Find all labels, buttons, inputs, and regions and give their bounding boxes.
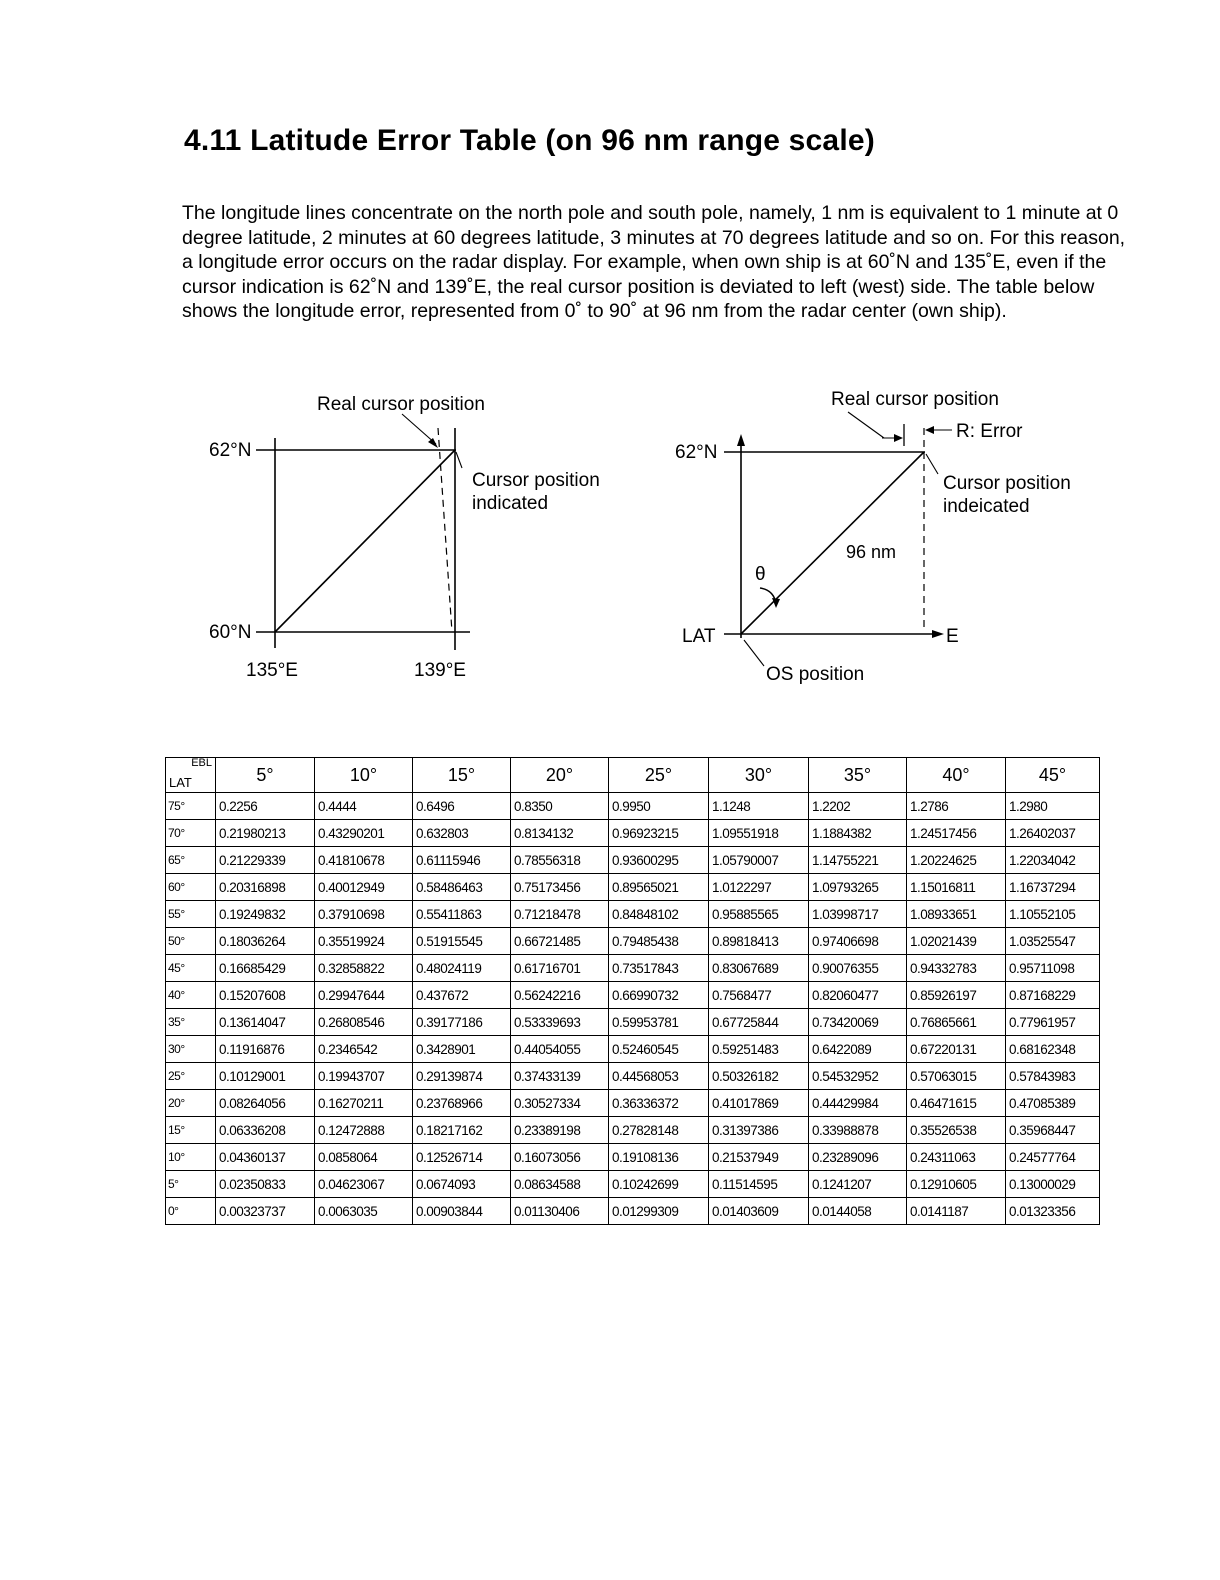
table-row bbox=[166, 982, 1100, 1009]
error-label: R: Error bbox=[956, 421, 1023, 442]
error-value-cell: 0.67220131 bbox=[907, 1036, 1006, 1063]
error-value-cell: 0.21980213 bbox=[216, 820, 315, 847]
error-value-cell: 0.04360137 bbox=[216, 1144, 315, 1171]
row-latitude: 0° bbox=[166, 1198, 216, 1225]
error-value-cell: 0.35526538 bbox=[907, 1117, 1006, 1144]
error-value-cell: 0.43290201 bbox=[315, 820, 413, 847]
error-value-cell: 0.44429984 bbox=[809, 1090, 907, 1117]
lat-header-label: LAT bbox=[169, 775, 192, 790]
cursor-indicated-line2: indeicated bbox=[943, 496, 1030, 517]
error-value-cell: 0.10242699 bbox=[609, 1171, 709, 1198]
error-value-cell: 0.35519924 bbox=[315, 928, 413, 955]
real-cursor-label: Real cursor position bbox=[317, 394, 485, 415]
cursor-indicated-line1: Cursor position bbox=[472, 470, 600, 491]
error-value-cell: 0.59953781 bbox=[609, 1009, 709, 1036]
table-row bbox=[166, 955, 1100, 982]
row-latitude: 5° bbox=[166, 1171, 216, 1198]
error-value-cell: 0.96923215 bbox=[609, 820, 709, 847]
east-label: E bbox=[946, 626, 959, 647]
row-latitude: 45° bbox=[166, 955, 216, 982]
error-value-cell: 0.73420069 bbox=[809, 1009, 907, 1036]
error-value-cell: 0.04623067 bbox=[315, 1171, 413, 1198]
column-header: 10° bbox=[315, 758, 413, 793]
error-value-cell: 0.84848102 bbox=[609, 901, 709, 928]
error-value-cell: 0.02350833 bbox=[216, 1171, 315, 1198]
error-value-cell: 0.19249832 bbox=[216, 901, 315, 928]
intro-paragraph: The longitude lines concentrate on the north pole and south pole, namely, 1 nm is equivalent to 1 minute at 0 degree latitude, 2 minutes at 60 degrees latitude, 3 minutes at 70 degrees latitude and so on. For this reason, a longitude error occurs on the radar display. For example, when own ship is at 60˚N and 135˚E, even if the cursor indication is 62˚N and 139˚E, the real cursor position is deviated to left (west) side. The table below shows the longitude error, represented from 0˚ to 90˚ at 96 nm from the radar center (own ship). bbox=[182, 202, 1126, 322]
error-value-cell: 0.632803 bbox=[413, 820, 511, 847]
error-value-cell: 0.90076355 bbox=[809, 955, 907, 982]
error-value-cell: 0.35968447 bbox=[1006, 1117, 1100, 1144]
error-value-cell: 0.0858064 bbox=[315, 1144, 413, 1171]
error-value-cell: 0.12910605 bbox=[907, 1171, 1006, 1198]
error-value-cell: 0.06336208 bbox=[216, 1117, 315, 1144]
error-value-cell: 1.24517456 bbox=[907, 820, 1006, 847]
error-value-cell: 0.12472888 bbox=[315, 1117, 413, 1144]
error-value-cell: 0.0144058 bbox=[809, 1198, 907, 1225]
error-value-cell: 0.47085389 bbox=[1006, 1090, 1100, 1117]
error-value-cell: 0.41017869 bbox=[709, 1090, 809, 1117]
lon-135-label: 135°E bbox=[246, 660, 298, 681]
latitude-error-table bbox=[165, 757, 1100, 1225]
error-value-cell: 0.01299309 bbox=[609, 1198, 709, 1225]
os-position-label: OS position bbox=[766, 664, 865, 685]
error-value-cell: 0.59251483 bbox=[709, 1036, 809, 1063]
error-value-cell: 0.68162348 bbox=[1006, 1036, 1100, 1063]
row-latitude: 70° bbox=[166, 820, 216, 847]
error-value-cell: 0.19943707 bbox=[315, 1063, 413, 1090]
ebl-label: EBL bbox=[191, 757, 212, 769]
page-title: 4.11 Latitude Error Table (on 96 nm range scale) bbox=[184, 124, 875, 157]
error-value-cell: 0.97406698 bbox=[809, 928, 907, 955]
error-value-cell: 0.78556318 bbox=[511, 847, 609, 874]
row-latitude: 50° bbox=[166, 928, 216, 955]
error-value-cell: 0.58486463 bbox=[413, 874, 511, 901]
error-value-cell: 0.89818413 bbox=[709, 928, 809, 955]
error-value-cell: 0.8350 bbox=[511, 793, 609, 820]
error-value-cell: 1.2202 bbox=[809, 793, 907, 820]
diagonal-line bbox=[275, 450, 455, 632]
error-value-cell: 0.0674093 bbox=[413, 1171, 511, 1198]
table-row bbox=[166, 1144, 1100, 1171]
error-value-cell: 0.7568477 bbox=[709, 982, 809, 1009]
error-value-cell: 0.11916876 bbox=[216, 1036, 315, 1063]
error-value-cell: 0.66721485 bbox=[511, 928, 609, 955]
error-value-cell: 0.71218478 bbox=[511, 901, 609, 928]
column-header: 5° bbox=[216, 758, 315, 793]
error-value-cell: 1.14755221 bbox=[809, 847, 907, 874]
row-latitude: 55° bbox=[166, 901, 216, 928]
error-value-cell: 0.75173456 bbox=[511, 874, 609, 901]
error-value-cell: 0.77961957 bbox=[1006, 1009, 1100, 1036]
error-value-cell: 0.95885565 bbox=[709, 901, 809, 928]
error-value-cell: 0.44568053 bbox=[609, 1063, 709, 1090]
error-value-cell: 0.30527334 bbox=[511, 1090, 609, 1117]
error-value-cell: 0.37910698 bbox=[315, 901, 413, 928]
real-cursor-pointer bbox=[848, 412, 884, 438]
error-value-cell: 0.00323737 bbox=[216, 1198, 315, 1225]
error-value-cell: 0.36336372 bbox=[609, 1090, 709, 1117]
error-value-cell: 1.1248 bbox=[709, 793, 809, 820]
error-value-cell: 1.20224625 bbox=[907, 847, 1006, 874]
error-value-cell: 0.24577764 bbox=[1006, 1144, 1100, 1171]
column-header: 25° bbox=[609, 758, 709, 793]
table-row bbox=[166, 1198, 1100, 1225]
error-value-cell: 0.6422089 bbox=[809, 1036, 907, 1063]
error-value-cell: 1.10552105 bbox=[1006, 901, 1100, 928]
error-value-cell: 0.00903844 bbox=[413, 1198, 511, 1225]
row-latitude: 10° bbox=[166, 1144, 216, 1171]
row-latitude: 30° bbox=[166, 1036, 216, 1063]
error-value-cell: 0.21537949 bbox=[709, 1144, 809, 1171]
row-latitude: 65° bbox=[166, 847, 216, 874]
error-value-cell: 0.20316898 bbox=[216, 874, 315, 901]
error-value-cell: 0.76865661 bbox=[907, 1009, 1006, 1036]
error-value-cell: 0.13614047 bbox=[216, 1009, 315, 1036]
error-value-cell: 1.09793265 bbox=[809, 874, 907, 901]
error-value-cell: 0.27828148 bbox=[609, 1117, 709, 1144]
column-header: 20° bbox=[511, 758, 609, 793]
east-axis-arrow bbox=[932, 630, 944, 638]
table-row bbox=[166, 1117, 1100, 1144]
error-value-cell: 0.16073056 bbox=[511, 1144, 609, 1171]
table-row bbox=[166, 1036, 1100, 1063]
error-value-cell: 0.53339693 bbox=[511, 1009, 609, 1036]
error-value-cell: 0.01130406 bbox=[511, 1198, 609, 1225]
error-value-cell: 0.56242216 bbox=[511, 982, 609, 1009]
table-row bbox=[166, 1063, 1100, 1090]
error-value-cell: 1.03525547 bbox=[1006, 928, 1100, 955]
table-row bbox=[166, 901, 1100, 928]
error-value-cell: 0.2256 bbox=[216, 793, 315, 820]
table-row bbox=[166, 1171, 1100, 1198]
row-latitude: 60° bbox=[166, 874, 216, 901]
error-value-cell: 0.40012949 bbox=[315, 874, 413, 901]
table-row bbox=[166, 793, 1100, 820]
column-header: 30° bbox=[709, 758, 809, 793]
error-value-cell: 0.16685429 bbox=[216, 955, 315, 982]
error-value-cell: 0.12526714 bbox=[413, 1144, 511, 1171]
table-row bbox=[166, 820, 1100, 847]
error-value-cell: 0.83067689 bbox=[709, 955, 809, 982]
right-diagram bbox=[670, 382, 1110, 692]
table-row bbox=[166, 1090, 1100, 1117]
error-value-cell: 0.23389198 bbox=[511, 1117, 609, 1144]
error-value-cell: 1.1884382 bbox=[809, 820, 907, 847]
table-body bbox=[166, 793, 1100, 1225]
error-value-cell: 0.6496 bbox=[413, 793, 511, 820]
error-value-cell: 0.15207608 bbox=[216, 982, 315, 1009]
left-diagram bbox=[200, 388, 620, 688]
distance-label: 96 nm bbox=[846, 542, 897, 562]
error-value-cell: 0.33988878 bbox=[809, 1117, 907, 1144]
error-arrowhead bbox=[925, 426, 934, 434]
error-value-cell: 1.16737294 bbox=[1006, 874, 1100, 901]
error-value-cell: 0.18036264 bbox=[216, 928, 315, 955]
error-value-cell: 0.21229339 bbox=[216, 847, 315, 874]
corner-cell bbox=[166, 758, 216, 793]
row-latitude: 20° bbox=[166, 1090, 216, 1117]
error-value-cell: 0.31397386 bbox=[709, 1117, 809, 1144]
error-value-cell: 0.19108136 bbox=[609, 1144, 709, 1171]
real-cursor-label: Real cursor position bbox=[831, 389, 999, 410]
arrow-head bbox=[428, 438, 438, 448]
error-value-cell: 0.32858822 bbox=[315, 955, 413, 982]
error-value-cell: 0.23289096 bbox=[809, 1144, 907, 1171]
error-value-cell: 0.01403609 bbox=[709, 1198, 809, 1225]
error-value-cell: 0.08634588 bbox=[511, 1171, 609, 1198]
error-value-cell: 0.85926197 bbox=[907, 982, 1006, 1009]
row-latitude: 40° bbox=[166, 982, 216, 1009]
row-latitude: 15° bbox=[166, 1117, 216, 1144]
table-row bbox=[166, 1009, 1100, 1036]
real-cursor-dashed-line bbox=[438, 428, 452, 632]
error-value-cell: 1.03998717 bbox=[809, 901, 907, 928]
error-value-cell: 0.52460545 bbox=[609, 1036, 709, 1063]
error-value-cell: 0.26808546 bbox=[315, 1009, 413, 1036]
error-value-cell: 0.54532952 bbox=[809, 1063, 907, 1090]
error-value-cell: 1.05790007 bbox=[709, 847, 809, 874]
table-row bbox=[166, 847, 1100, 874]
error-value-cell: 0.89565021 bbox=[609, 874, 709, 901]
error-value-cell: 0.46471615 bbox=[907, 1090, 1006, 1117]
lat-label: LAT bbox=[682, 626, 716, 647]
error-value-cell: 0.50326182 bbox=[709, 1063, 809, 1090]
table-row bbox=[166, 928, 1100, 955]
error-value-cell: 0.48024119 bbox=[413, 955, 511, 982]
error-value-cell: 0.39177186 bbox=[413, 1009, 511, 1036]
error-value-cell: 1.2786 bbox=[907, 793, 1006, 820]
row-latitude: 35° bbox=[166, 1009, 216, 1036]
error-value-cell: 0.18217162 bbox=[413, 1117, 511, 1144]
error-value-cell: 1.26402037 bbox=[1006, 820, 1100, 847]
lat-axis-arrow bbox=[737, 434, 745, 446]
error-value-cell: 0.61115946 bbox=[413, 847, 511, 874]
error-value-cell: 0.57843983 bbox=[1006, 1063, 1100, 1090]
error-value-cell: 0.61716701 bbox=[511, 955, 609, 982]
error-value-cell: 1.08933651 bbox=[907, 901, 1006, 928]
error-value-cell: 0.0063035 bbox=[315, 1198, 413, 1225]
row-latitude: 25° bbox=[166, 1063, 216, 1090]
error-value-cell: 1.22034042 bbox=[1006, 847, 1100, 874]
column-header: 15° bbox=[413, 758, 511, 793]
lat-62-label: 62°N bbox=[675, 442, 718, 463]
os-pointer bbox=[744, 640, 764, 666]
error-value-cell: 1.15016811 bbox=[907, 874, 1006, 901]
error-value-cell: 0.11514595 bbox=[709, 1171, 809, 1198]
error-value-cell: 0.66990732 bbox=[609, 982, 709, 1009]
error-value-cell: 0.3428901 bbox=[413, 1036, 511, 1063]
real-cursor-arrowhead bbox=[894, 434, 903, 442]
column-header: 40° bbox=[907, 758, 1006, 793]
error-value-cell: 0.95711098 bbox=[1006, 955, 1100, 982]
error-value-cell: 0.08264056 bbox=[216, 1090, 315, 1117]
error-value-cell: 0.10129001 bbox=[216, 1063, 315, 1090]
error-value-cell: 0.87168229 bbox=[1006, 982, 1100, 1009]
error-value-cell: 0.94332783 bbox=[907, 955, 1006, 982]
error-value-cell: 0.2346542 bbox=[315, 1036, 413, 1063]
error-value-cell: 0.0141187 bbox=[907, 1198, 1006, 1225]
error-value-cell: 0.82060477 bbox=[809, 982, 907, 1009]
distance-line bbox=[741, 452, 924, 634]
error-value-cell: 0.44054055 bbox=[511, 1036, 609, 1063]
error-value-cell: 0.437672 bbox=[413, 982, 511, 1009]
error-value-cell: 0.29947644 bbox=[315, 982, 413, 1009]
cursor-pointer bbox=[456, 452, 462, 468]
theta-label: θ bbox=[755, 564, 766, 585]
column-header: 35° bbox=[809, 758, 907, 793]
error-value-cell: 1.2980 bbox=[1006, 793, 1100, 820]
error-value-cell: 0.23768966 bbox=[413, 1090, 511, 1117]
error-value-cell: 1.09551918 bbox=[709, 820, 809, 847]
error-value-cell: 0.13000029 bbox=[1006, 1171, 1100, 1198]
error-value-cell: 0.93600295 bbox=[609, 847, 709, 874]
error-value-cell: 0.16270211 bbox=[315, 1090, 413, 1117]
lat-62-label: 62°N bbox=[209, 440, 252, 461]
error-value-cell: 0.29139874 bbox=[413, 1063, 511, 1090]
lat-60-label: 60°N bbox=[209, 622, 252, 643]
cursor-pointer bbox=[926, 454, 938, 474]
error-value-cell: 0.41810678 bbox=[315, 847, 413, 874]
cursor-indicated-line1: Cursor position bbox=[943, 473, 1071, 494]
header-row bbox=[166, 758, 1100, 793]
error-value-cell: 1.02021439 bbox=[907, 928, 1006, 955]
error-value-cell: 0.37433139 bbox=[511, 1063, 609, 1090]
error-value-cell: 0.55411863 bbox=[413, 901, 511, 928]
real-cursor-pointer bbox=[402, 414, 436, 444]
error-value-cell: 0.1241207 bbox=[809, 1171, 907, 1198]
row-latitude: 75° bbox=[166, 793, 216, 820]
error-value-cell: 0.67725844 bbox=[709, 1009, 809, 1036]
cursor-indicated-line2: indicated bbox=[472, 493, 549, 514]
error-value-cell: 1.0122297 bbox=[709, 874, 809, 901]
table-row bbox=[166, 874, 1100, 901]
error-value-cell: 0.24311063 bbox=[907, 1144, 1006, 1171]
error-value-cell: 0.4444 bbox=[315, 793, 413, 820]
error-value-cell: 0.73517843 bbox=[609, 955, 709, 982]
error-value-cell: 0.79485438 bbox=[609, 928, 709, 955]
column-header: 45° bbox=[1006, 758, 1100, 793]
error-value-cell: 0.57063015 bbox=[907, 1063, 1006, 1090]
error-value-cell: 0.8134132 bbox=[511, 820, 609, 847]
lon-139-label: 139°E bbox=[414, 660, 466, 681]
error-value-cell: 0.9950 bbox=[609, 793, 709, 820]
error-value-cell: 0.01323356 bbox=[1006, 1198, 1100, 1225]
error-value-cell: 0.51915545 bbox=[413, 928, 511, 955]
